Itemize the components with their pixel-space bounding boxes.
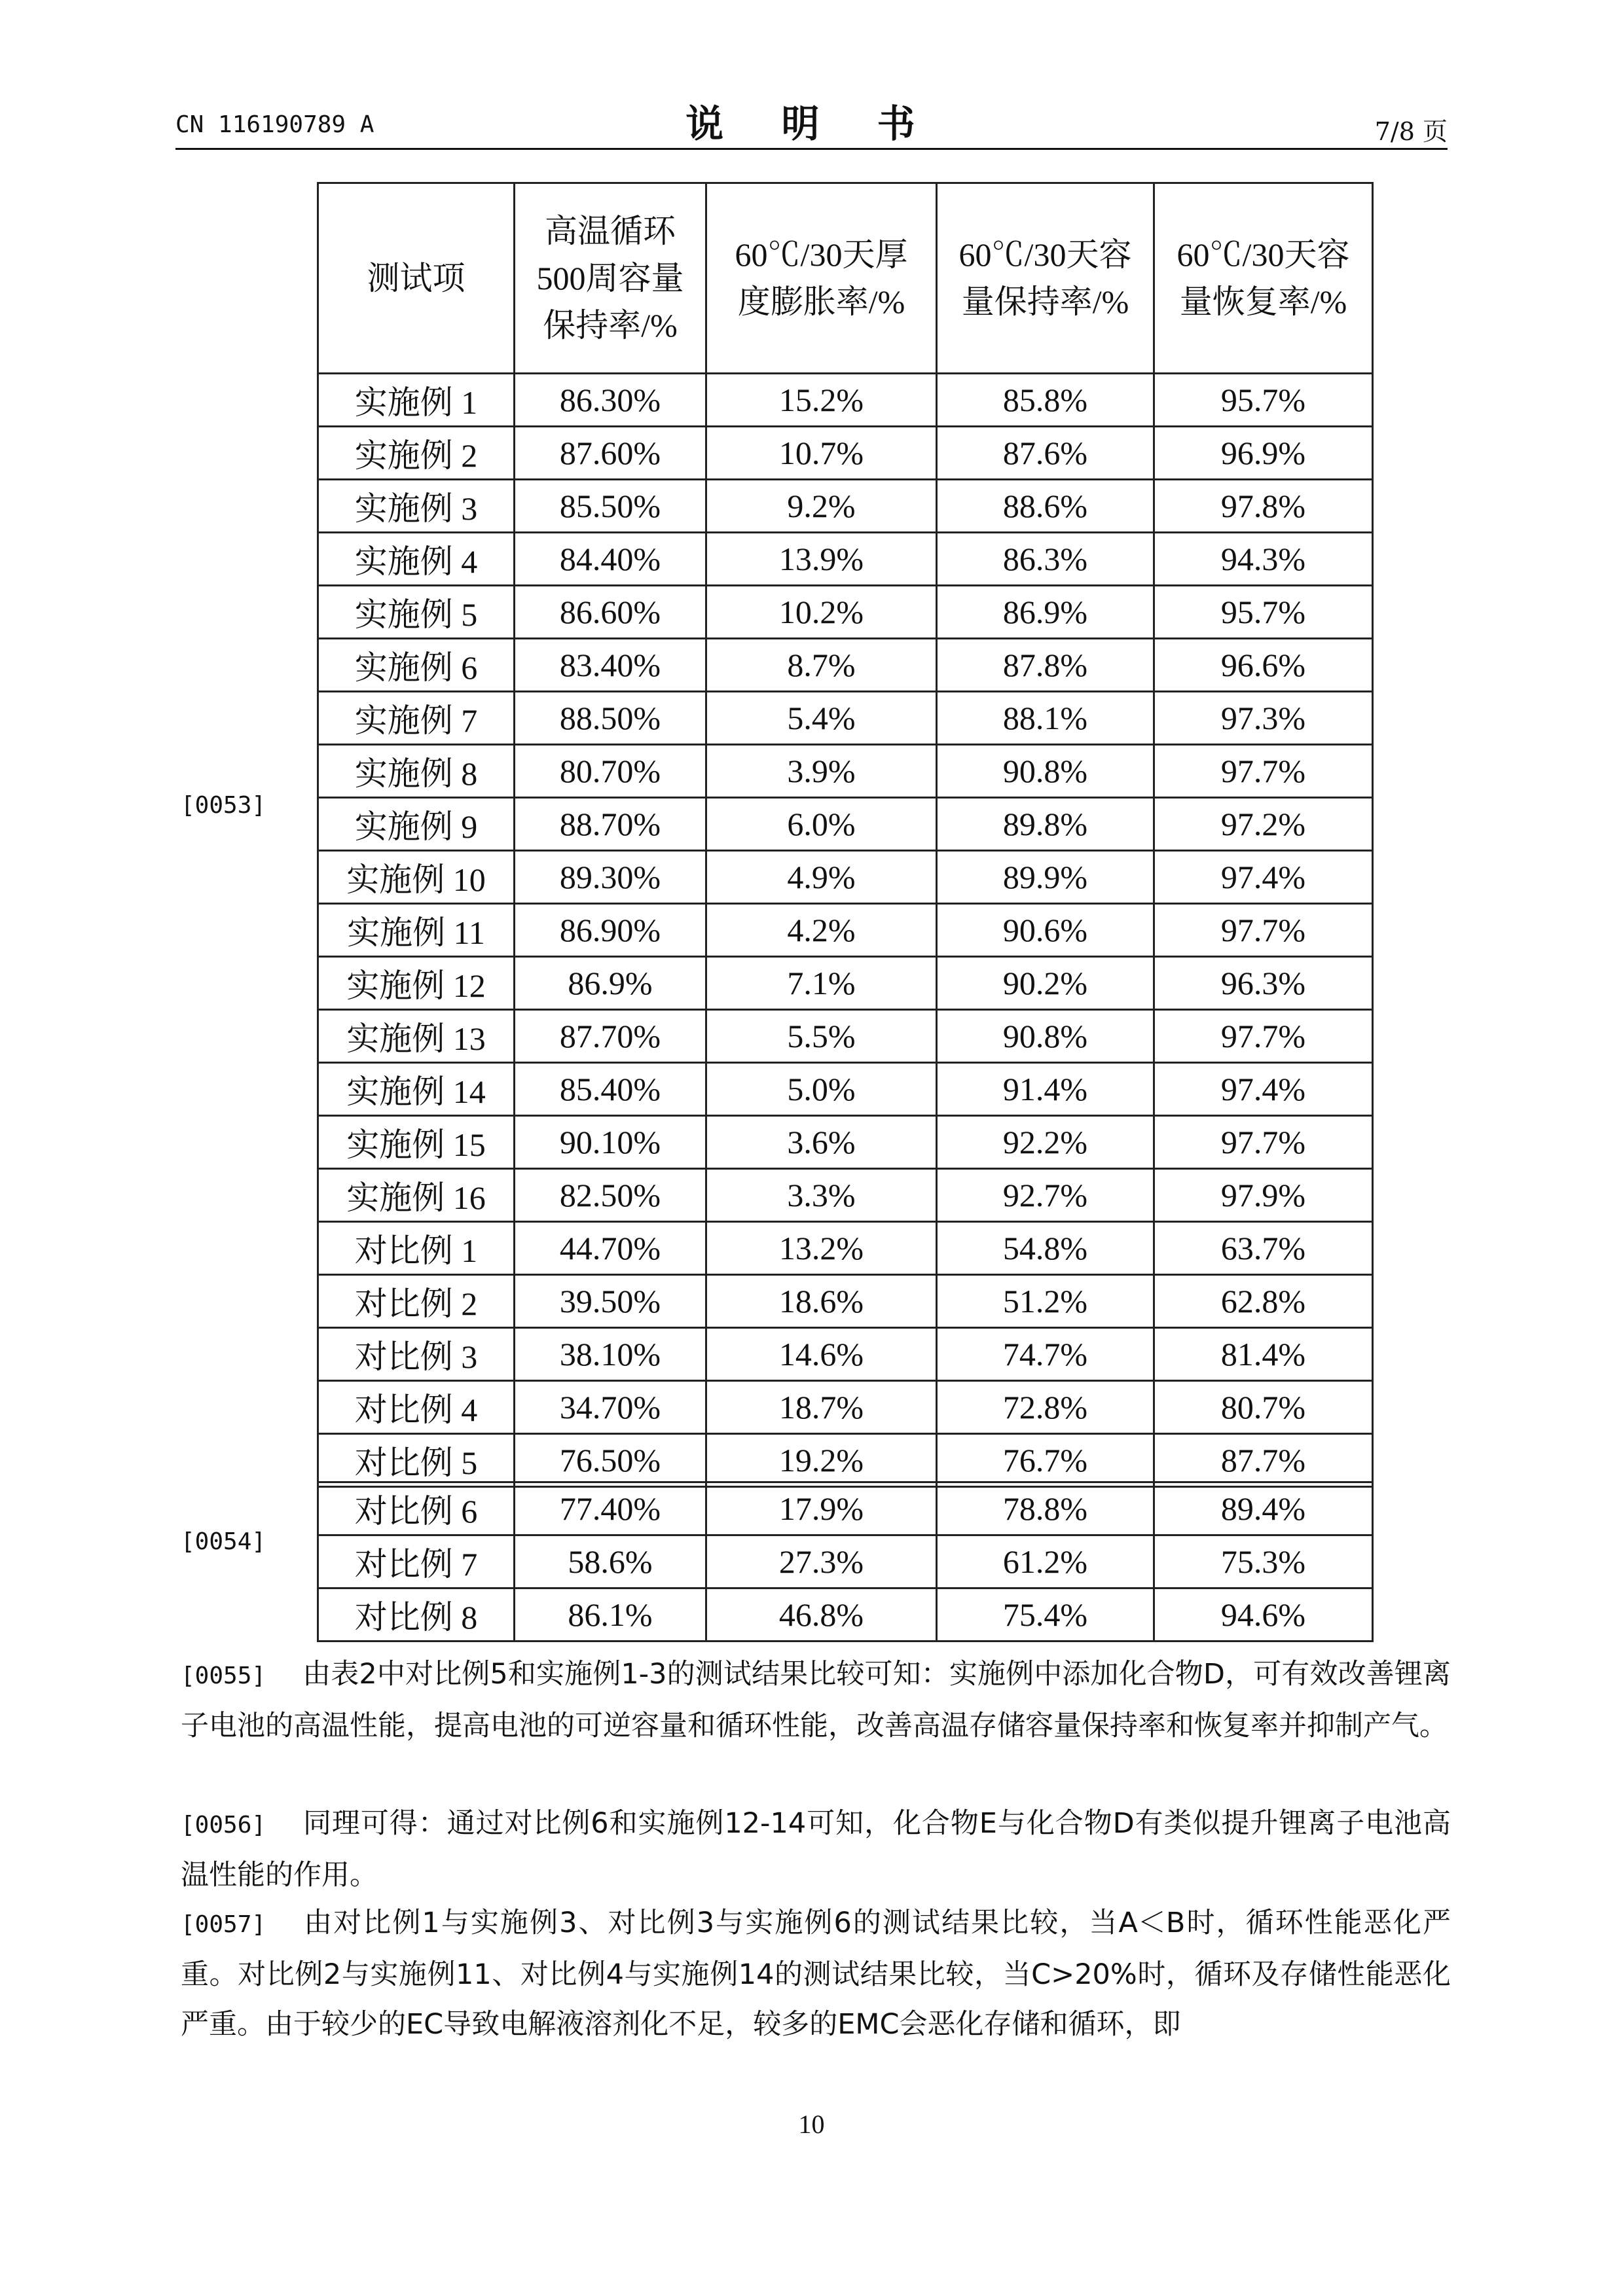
table-cell: 对比例 2 bbox=[318, 1275, 515, 1328]
table-row bbox=[318, 639, 1373, 692]
table-cell: 85.50% bbox=[515, 480, 706, 533]
results-table-part1 bbox=[317, 182, 1374, 1488]
table-row bbox=[318, 533, 1373, 586]
table-cell: 3.9% bbox=[706, 745, 937, 798]
table-row bbox=[318, 904, 1373, 957]
table-row bbox=[318, 1063, 1373, 1116]
table-row bbox=[318, 957, 1373, 1010]
table-cell: 75.4% bbox=[937, 1588, 1154, 1641]
table-cell: 7.1% bbox=[706, 957, 937, 1010]
header-cell-capacity-retention: 60℃/30天容量保持率/% bbox=[937, 183, 1154, 374]
table-cell: 86.3% bbox=[937, 533, 1154, 586]
table-cell: 77.40% bbox=[515, 1482, 706, 1535]
table-cell: 76.7% bbox=[937, 1434, 1154, 1487]
paragraph-0056 bbox=[181, 1799, 1451, 1900]
paragraph-number: [0057] bbox=[181, 1911, 266, 1938]
table-cell: 34.70% bbox=[515, 1381, 706, 1434]
table-cell: 实施例 3 bbox=[318, 480, 515, 533]
table-row bbox=[318, 586, 1373, 639]
table-cell: 实施例 11 bbox=[318, 904, 515, 957]
table-cell: 86.60% bbox=[515, 586, 706, 639]
table-cell: 4.2% bbox=[706, 904, 937, 957]
table-cell: 82.50% bbox=[515, 1169, 706, 1222]
table-cell: 实施例 10 bbox=[318, 851, 515, 904]
table-cell: 14.6% bbox=[706, 1328, 937, 1381]
table-cell: 86.30% bbox=[515, 374, 706, 427]
table-cell: 10.2% bbox=[706, 586, 937, 639]
table-cell: 61.2% bbox=[937, 1535, 1154, 1588]
table-row bbox=[318, 1535, 1373, 1588]
table-row bbox=[318, 374, 1373, 427]
table-row bbox=[318, 1482, 1373, 1535]
table-cell: 95.7% bbox=[1154, 586, 1373, 639]
table-cell: 51.2% bbox=[937, 1275, 1154, 1328]
header-cell-cycle-retention: 高温循环500周容量保持率/% bbox=[515, 183, 706, 374]
table-cell: 44.70% bbox=[515, 1222, 706, 1275]
table-cell: 实施例 7 bbox=[318, 692, 515, 745]
table-cell: 96.3% bbox=[1154, 957, 1373, 1010]
table-cell: 9.2% bbox=[706, 480, 937, 533]
table-row bbox=[318, 480, 1373, 533]
table-cell: 72.8% bbox=[937, 1381, 1154, 1434]
table-cell: 92.7% bbox=[937, 1169, 1154, 1222]
table-row bbox=[318, 1588, 1373, 1641]
table-cell: 97.7% bbox=[1154, 1010, 1373, 1063]
table-cell: 对比例 5 bbox=[318, 1434, 515, 1487]
table-cell: 3.6% bbox=[706, 1116, 937, 1169]
table-cell: 19.2% bbox=[706, 1434, 937, 1487]
table-cell: 86.1% bbox=[515, 1588, 706, 1641]
table-cell: 90.10% bbox=[515, 1116, 706, 1169]
table-cell: 对比例 3 bbox=[318, 1328, 515, 1381]
table-cell: 5.0% bbox=[706, 1063, 937, 1116]
table-cell: 97.4% bbox=[1154, 1063, 1373, 1116]
table-cell: 88.1% bbox=[937, 692, 1154, 745]
paragraph-text: 同理可得：通过对比例6和实施例12-14可知，化合物E与化合物D有类似提升锂离子电池高温性能的作用。 bbox=[181, 1807, 1451, 1892]
table-row bbox=[318, 1434, 1373, 1487]
table-cell: 97.7% bbox=[1154, 745, 1373, 798]
table-cell: 实施例 2 bbox=[318, 427, 515, 480]
table-cell: 96.9% bbox=[1154, 427, 1373, 480]
table-cell: 5.4% bbox=[706, 692, 937, 745]
table-cell: 80.70% bbox=[515, 745, 706, 798]
table-cell: 62.8% bbox=[1154, 1275, 1373, 1328]
table-cell: 87.70% bbox=[515, 1010, 706, 1063]
table-cell: 86.9% bbox=[937, 586, 1154, 639]
paragraph-label-0053: [0053] bbox=[181, 792, 266, 819]
table-cell: 58.6% bbox=[515, 1535, 706, 1588]
table-cell: 88.6% bbox=[937, 480, 1154, 533]
table-cell: 实施例 15 bbox=[318, 1116, 515, 1169]
table-cell: 75.3% bbox=[1154, 1535, 1373, 1588]
document-title: 说 明 书 bbox=[685, 101, 938, 146]
table-cell: 90.2% bbox=[937, 957, 1154, 1010]
paragraph-text: 由对比例1与实施例3、对比例3与实施例6的测试结果比较，当A＜B时，循环性能恶化严重。对比例2与实施例11、对比例4与实施例14的测试结果比较，当C>20%时，循环及存储性能恶化严重。由于较少的EC导致电解液溶剂化不足，较多的EMC会恶化存储和循环，即 bbox=[181, 1907, 1451, 2041]
table-cell: 76.50% bbox=[515, 1434, 706, 1487]
table-cell: 13.2% bbox=[706, 1222, 937, 1275]
table-cell: 89.9% bbox=[937, 851, 1154, 904]
table-cell: 46.8% bbox=[706, 1588, 937, 1641]
table-cell: 87.6% bbox=[937, 427, 1154, 480]
table-cell: 6.0% bbox=[706, 798, 937, 851]
table-cell: 54.8% bbox=[937, 1222, 1154, 1275]
paragraph-0057 bbox=[181, 1898, 1451, 2049]
table-row bbox=[318, 798, 1373, 851]
table-cell: 87.8% bbox=[937, 639, 1154, 692]
table-cell: 8.7% bbox=[706, 639, 937, 692]
header-cell-capacity-recovery: 60℃/30天容量恢复率/% bbox=[1154, 183, 1373, 374]
table-cell: 4.9% bbox=[706, 851, 937, 904]
paragraph-0055 bbox=[181, 1649, 1451, 1751]
table-cell: 94.6% bbox=[1154, 1588, 1373, 1641]
table-cell: 96.6% bbox=[1154, 639, 1373, 692]
table-cell: 对比例 7 bbox=[318, 1535, 515, 1588]
table-cell: 17.9% bbox=[706, 1482, 937, 1535]
table-cell: 97.3% bbox=[1154, 692, 1373, 745]
table-cell: 84.40% bbox=[515, 533, 706, 586]
results-table-part2 bbox=[317, 1481, 1374, 1642]
table-cell: 3.3% bbox=[706, 1169, 937, 1222]
table-row bbox=[318, 1275, 1373, 1328]
paragraph-number: [0055] bbox=[181, 1662, 266, 1689]
table-cell: 86.9% bbox=[515, 957, 706, 1010]
table-cell: 94.3% bbox=[1154, 533, 1373, 586]
table-row bbox=[318, 1169, 1373, 1222]
table-row bbox=[318, 851, 1373, 904]
table-cell: 86.90% bbox=[515, 904, 706, 957]
table-cell: 实施例 14 bbox=[318, 1063, 515, 1116]
table-row bbox=[318, 745, 1373, 798]
table-cell: 95.7% bbox=[1154, 374, 1373, 427]
table-cell: 实施例 16 bbox=[318, 1169, 515, 1222]
page-indicator: 7/8 页 bbox=[1374, 117, 1448, 146]
table-cell: 89.30% bbox=[515, 851, 706, 904]
table-cell: 87.60% bbox=[515, 427, 706, 480]
table-cell: 97.7% bbox=[1154, 904, 1373, 957]
table-cell: 对比例 8 bbox=[318, 1588, 515, 1641]
table-cell: 实施例 13 bbox=[318, 1010, 515, 1063]
header-rule bbox=[175, 148, 1448, 150]
table-cell: 90.8% bbox=[937, 745, 1154, 798]
table-cell: 5.5% bbox=[706, 1010, 937, 1063]
table-cell: 88.70% bbox=[515, 798, 706, 851]
table-row bbox=[318, 1381, 1373, 1434]
table-cell: 97.8% bbox=[1154, 480, 1373, 533]
table-cell: 97.7% bbox=[1154, 1116, 1373, 1169]
table-cell: 74.7% bbox=[937, 1328, 1154, 1381]
paragraph-number: [0056] bbox=[181, 1812, 266, 1839]
table-cell: 78.8% bbox=[937, 1482, 1154, 1535]
table-row bbox=[318, 692, 1373, 745]
table-cell: 63.7% bbox=[1154, 1222, 1373, 1275]
paragraph-label-0054: [0054] bbox=[181, 1528, 266, 1555]
table-cell: 实施例 9 bbox=[318, 798, 515, 851]
table-cell: 39.50% bbox=[515, 1275, 706, 1328]
table-cell: 实施例 12 bbox=[318, 957, 515, 1010]
table-cell: 89.8% bbox=[937, 798, 1154, 851]
table-cell: 对比例 4 bbox=[318, 1381, 515, 1434]
table-cell: 实施例 4 bbox=[318, 533, 515, 586]
table-cell: 97.2% bbox=[1154, 798, 1373, 851]
table-cell: 87.7% bbox=[1154, 1434, 1373, 1487]
table-row bbox=[318, 1116, 1373, 1169]
table-cell: 实施例 6 bbox=[318, 639, 515, 692]
header-cell-thickness-expansion: 60℃/30天厚度膨胀率/% bbox=[706, 183, 937, 374]
table-cell: 38.10% bbox=[515, 1328, 706, 1381]
table-cell: 83.40% bbox=[515, 639, 706, 692]
table-row bbox=[318, 1328, 1373, 1381]
table-cell: 97.4% bbox=[1154, 851, 1373, 904]
table-cell: 27.3% bbox=[706, 1535, 937, 1588]
table-cell: 10.7% bbox=[706, 427, 937, 480]
table-cell: 85.40% bbox=[515, 1063, 706, 1116]
table-cell: 90.8% bbox=[937, 1010, 1154, 1063]
table-header-row bbox=[318, 183, 1373, 374]
table-cell: 15.2% bbox=[706, 374, 937, 427]
table-cell: 实施例 5 bbox=[318, 586, 515, 639]
table-cell: 18.7% bbox=[706, 1381, 937, 1434]
header-cell-test-item: 测试项 bbox=[318, 183, 515, 374]
patent-number: CN 116190789 A bbox=[175, 111, 374, 138]
table-row bbox=[318, 1222, 1373, 1275]
table-cell: 90.6% bbox=[937, 904, 1154, 957]
page-number: 10 bbox=[798, 2109, 825, 2139]
table-cell: 81.4% bbox=[1154, 1328, 1373, 1381]
table-cell: 88.50% bbox=[515, 692, 706, 745]
table-cell: 89.4% bbox=[1154, 1482, 1373, 1535]
table-cell: 实施例 8 bbox=[318, 745, 515, 798]
paragraph-text: 由表2中对比例5和实施例1-3的测试结果比较可知：实施例中添加化合物D，可有效改善锂离子电池的高温性能，提高电池的可逆容量和循环性能，改善高温存储容量保持率和恢复率并抑制产气。 bbox=[181, 1658, 1451, 1742]
table-cell: 对比例 6 bbox=[318, 1482, 515, 1535]
table-row bbox=[318, 1010, 1373, 1063]
table-cell: 92.2% bbox=[937, 1116, 1154, 1169]
table-cell: 13.9% bbox=[706, 533, 937, 586]
table-cell: 80.7% bbox=[1154, 1381, 1373, 1434]
table-cell: 对比例 1 bbox=[318, 1222, 515, 1275]
table-cell: 实施例 1 bbox=[318, 374, 515, 427]
table-row bbox=[318, 427, 1373, 480]
table-cell: 18.6% bbox=[706, 1275, 937, 1328]
table-cell: 91.4% bbox=[937, 1063, 1154, 1116]
table-cell: 97.9% bbox=[1154, 1169, 1373, 1222]
table-cell: 85.8% bbox=[937, 374, 1154, 427]
